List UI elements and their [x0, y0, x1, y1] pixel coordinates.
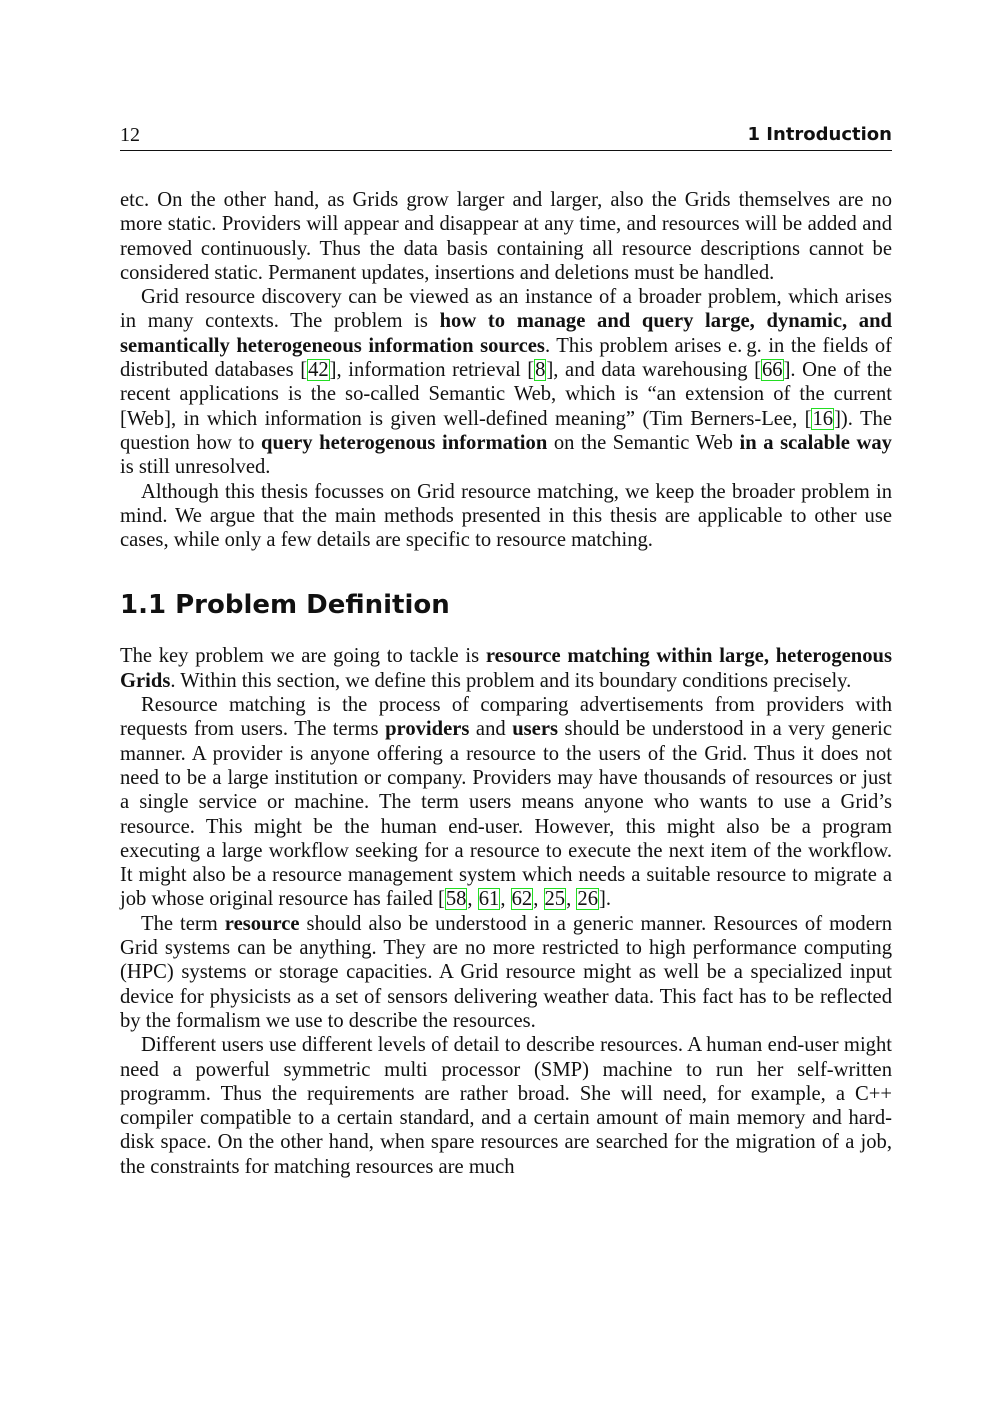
paragraph [120, 693, 892, 912]
paragraph [120, 480, 892, 553]
page-body [120, 188, 892, 1179]
bold-text: providers [385, 718, 470, 741]
paragraph [120, 912, 892, 1033]
citation-link[interactable]: 66 [761, 359, 783, 382]
text-run: ], information retrieval [ [329, 359, 535, 382]
paragraph [120, 644, 892, 693]
citation-link[interactable]: 62 [511, 888, 533, 911]
text-run: Different users use different levels of detail to describe resources. A human end-user might need a powerful symmetric multi processor (SMP) machine to run her self-written programm. Thus the requirements are rather broad. She will need, for example, a C++ compiler compatible to a certain standard, and a certain amount of main memory and hard-disk space. On the other hand, when spare resources are searched for the migration of a job, the constraints for matching resources are much [120, 1034, 892, 1178]
bold-text: query heterogenous information [261, 431, 548, 454]
text-run: etc. On the other hand, as Grids grow larger and larger, also the Grids themselves are no more static. Providers will appear and disappear at any time, and resources will be added and removed continuously. Thus the data basis containing all resource descriptions cannot be considered static. Permanent updates, insertions and deletions must be handled. [120, 189, 892, 284]
paragraphs-before [120, 188, 892, 552]
citation-link[interactable]: 16 [812, 407, 834, 430]
paragraphs-after [120, 644, 892, 1179]
text-run: ]. One of the recent applications is the so-called Semantic Web, which is “an extension of the current [Web], in which information is given well-defined meaning” (Tim Berners-Lee, [ [120, 359, 893, 430]
text-run: , [500, 888, 511, 911]
text-run: . This problem arises e. g. in the fields of distributed databases [ [120, 334, 892, 382]
bold-text: how to manage and query large, dynamic, and semantically heterogeneous information sources [120, 310, 893, 357]
text-run: The key problem we are going to tackle is [120, 645, 486, 668]
bold-text: resource [224, 912, 300, 935]
citation-link[interactable]: 25 [544, 888, 566, 911]
text-run: . Within this section, we define this problem and its boundary conditions precisely. [170, 669, 852, 692]
text-run: and [469, 718, 513, 741]
text-run: Although this thesis focusses on Grid resource matching, we keep the broader problem in mind. We argue that the main methods presented in this thesis are applicable to other use cases, while only a few details are specific to resource matching. [120, 480, 892, 552]
text-run: Resource matching is the process of comparing advertisements from providers with requests from users. The terms [120, 694, 892, 741]
text-run: ], and data warehousing [ [546, 359, 761, 382]
citation-link[interactable]: 26 [577, 888, 598, 911]
bold-text: in a scalable way [739, 431, 892, 454]
citation-link[interactable]: 61 [478, 888, 500, 911]
text-run: Grid resource discovery can be viewed as an instance of a broader problem, which arises in many contexts. The problem is [120, 286, 892, 333]
citation-link[interactable]: 42 [308, 359, 329, 382]
citation-link[interactable]: 58 [445, 888, 467, 911]
paragraph [120, 285, 892, 479]
text-run: should be understood in a very generic manner. A provider is anyone offering a resource to the users of the Grid. Thus it does not need to be a large institution or company. Providers may have thousands of resources or just a single service or machine. The term users means anyone who wants to use a Grid’s resource. This might be the human end-user. However, this might also be a program executing a large workflow seeking for a resource to execute the next item of the workflow. It might also be a resource management system which needs a suitable resource to migrate a job whose original resource has failed [ [120, 718, 892, 911]
citation-link[interactable]: 8 [535, 359, 546, 382]
paragraph [120, 188, 892, 285]
bold-text: users [512, 718, 558, 741]
text-run: on the Semantic Web [547, 431, 740, 454]
text-run: , [566, 888, 577, 911]
text-run: , [533, 888, 544, 911]
text-run: The term [141, 912, 225, 935]
chapter-title: 1 Introduction [747, 124, 892, 145]
page-number: 12 [120, 124, 140, 146]
text-run: ]. [598, 888, 611, 911]
section-heading: 1.1 Problem Definition [120, 590, 450, 621]
running-header [120, 124, 892, 151]
text-run: ]). The question how to [120, 407, 892, 454]
text-run: should also be understood in a generic manner. Resources of modern Grid systems can be anything. They are no more restricted to high performance computing (HPC) systems or storage capacities. A Grid resource might as well be a specialized input device for physicists as a set of sensors delivering weather data. This fact has to be reflected by the formalism we use to describe the resources. [120, 912, 892, 1032]
text-run: , [467, 888, 478, 911]
paragraph [120, 1033, 892, 1179]
text-run: is still unresolved. [120, 456, 271, 479]
bold-text: resource matching within large, heterogenous Grids [120, 645, 893, 692]
